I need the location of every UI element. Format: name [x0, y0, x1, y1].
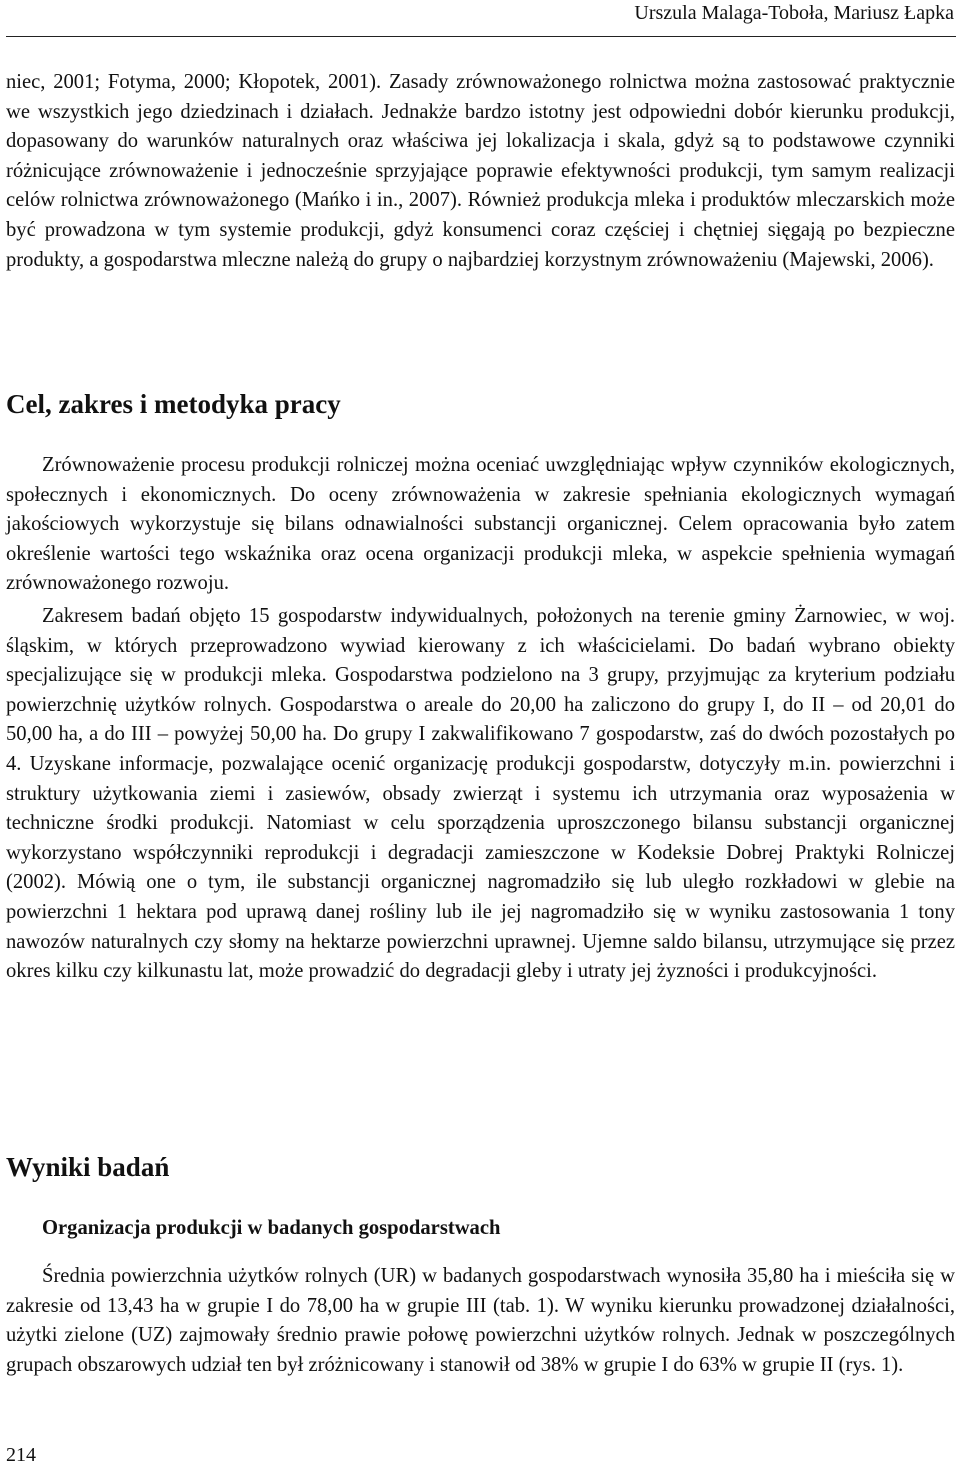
results-body	[6, 1262, 955, 1380]
header-rule	[6, 36, 956, 37]
results-subsection	[6, 1214, 955, 1243]
results-paragraph: Średnia powierzchnia użytków rolnych (UR) w badanych gospodarstwach wynosiła 35,80 ha i mieściła się w zakresie od 13,43 ha w grupie I do 78,00 ha w grupie III (tab. 1). W wyniku kierunku prowadzonej działalności, użytki zielone (UZ) zajmowały średnio prawie połowę powierzchni użytków rolnych. Jednak w poszczególnych grupach obszarowych udział ten był zróżnicowany i stanowił od 38% w grupie I do 63% w grupie II (rys. 1).	[6, 1265, 955, 1376]
page-number: 214	[6, 1444, 36, 1466]
methods-body	[6, 451, 955, 987]
section-results	[6, 1150, 955, 1184]
intro-paragraph: niec, 2001; Fotyma, 2000; Kłopotek, 2001). Zasady zrównoważonego rolnictwa można zastosować praktycznie we wszystkich jego dziedzinach i działach. Jednakże bardzo istotny jest odpowiedni dobór kierunku produkcji, dopasowany do warunków naturalnych oraz właściwa jej lokalizacja i skala, gdyż są to podstawowe czynniki różnicujące zrównoważenie i jednocześnie sprzyjające poprawie efektywności produkcji, tym samym realizacji celów rolnictwa zrównoważonego (Mańko i in., 2007). Również produkcja mleka i produktów mleczarskich może być prowadzona w tym systemie produkcji, gdyż konsumenci coraz częściej i chętniej sięgają po bezpieczne produkty, a gospodarstwa mleczne należą do grupy o najbardziej korzystnym zrównoważeniu (Majewski, 2006).	[6, 71, 955, 271]
subsection-heading-organizacja: Organizacja produkcji w badanych gospodarstwach	[42, 1217, 501, 1239]
methods-paragraph-1: Zrównoważenie procesu produkcji rolniczej można oceniać uwzględniając wpływ czynników ekologicznych, społecznych i ekonomicznych. Do oceny zrównoważenia w zakresie spełniania ekologicznych wymagań jakościowych wykorzystuje się bilans odnawialności substancji organicznej. Celem opracowania było zatem określenie wartości tego wskaźnika oraz ocena organizacji produkcji mleka, w aspekcie spełnienia wymagań zrównoważonego rozwoju.	[6, 454, 955, 595]
section-heading-results: Wyniki badań	[6, 1152, 170, 1182]
section-methods	[6, 387, 955, 421]
running-header-authors: Urszula Malaga-Toboła, Mariusz Łapka	[634, 2, 954, 24]
intro-block	[6, 68, 955, 275]
methods-paragraph-2: Zakresem badań objęto 15 gospodarstw indywidualnych, położonych na terenie gminy Żarnowiec, w woj. śląskim, w których przeprowadzono wywiad kierowany z ich właścicielami. Do badań wybrano obiekty specjalizujące się w produkcji mleka. Gospodarstwa podzielono na 3 grupy, przyjmując za kryterium podziału powierzchnię użytków rolnych. Gospodarstwa o areale do 20,00 ha zaliczono do grupy I, do II – od 20,01 do 50,00 ha, a do III – powyżej 50,00 ha. Do grupy I zakwalifikowano 7 gospodarstw, zaś do dwóch pozostałych po 4. Uzyskane informacje, pozwalające ocenić organizację produkcji gospodarstw, dotyczyły m.in. powierzchni i struktury użytkowania ziemi i zasiewów, obsady zwierząt i systemu ich utrzymania oraz wyposażenia w techniczne środki produkcji. Natomiast w celu sporządzenia uproszczonego bilansu substancji organicznej wykorzystano współczynniki reprodukcji i degradacji zamieszczone w Kodeksie Dobrej Praktyki Rolniczej (2002). Mówią one o tym, ile substancji organicznej nagromadziło się lub uległo rozkładowi w glebie na powierzchni 1 hektara pod uprawą danej rośliny lub ile jej nagromadziło się w wyniku zastosowania 1 tony nawozów naturalnych czy słomy na hektarze powierzchni uprawnej. Ujemne saldo bilansu, utrzymujące się przez okres kilku czy kilkunastu lat, może prowadzić do degradacji gleby i utraty jej żyzności i produkcyjności.	[6, 604, 955, 983]
section-heading-methods: Cel, zakres i metodyka pracy	[6, 389, 341, 419]
